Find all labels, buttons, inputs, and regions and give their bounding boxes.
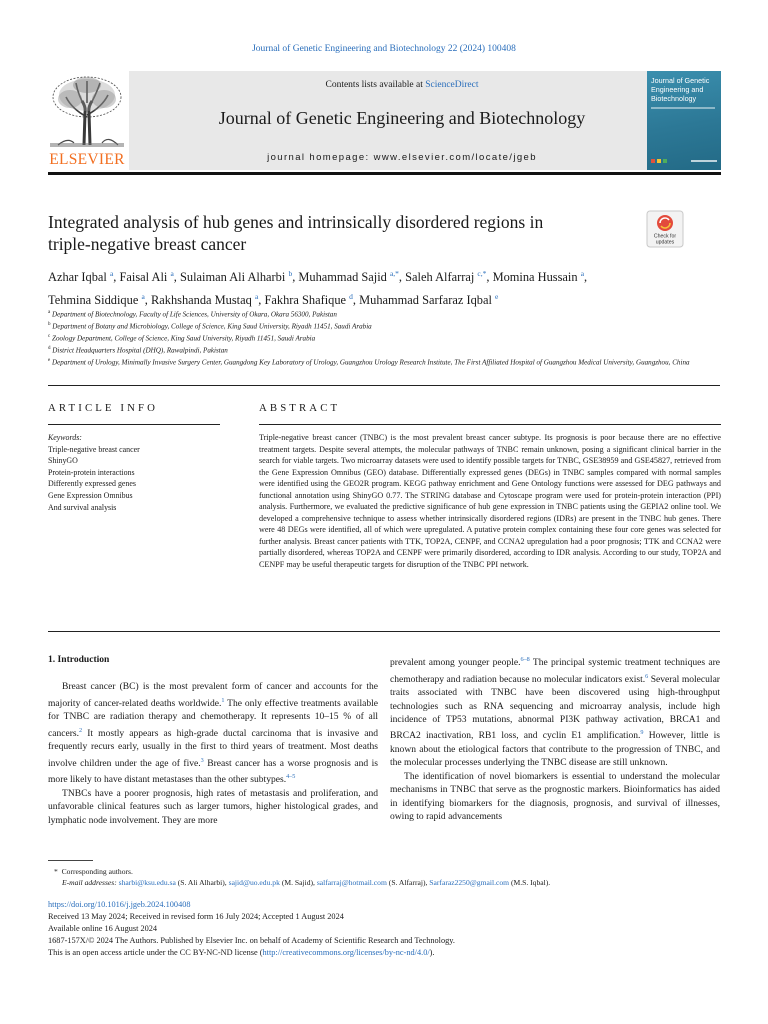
authors-line-1: Azhar Iqbal $^a$, Faisal Ali $^a$, Sulaiman Ali Alharbi $^b$, Muhammad Sajid $^{a,*}$, Saleh Alfarraj $^{c,*}$, Momina Hussain $^a$, [48, 269, 588, 285]
check-for-updates-icon [646, 210, 684, 248]
article-info-heading: ARTICLE INFO [48, 402, 159, 414]
citation-link[interactable]: 6–8 [520, 656, 530, 663]
affiliation-item [48, 320, 720, 332]
copyright-line: 1687-157X/© 2024 The Authors. Published by Elsevier Inc. on behalf of Academy of Scientific Research and Technology. [48, 936, 455, 945]
intro-heading: 1. Introduction [48, 654, 110, 665]
text-run: However, little is known about the etiological factors that contribute to the progression of TNBC, and the molecular processes underlying the TNBC disease are still unknown. [390, 730, 720, 769]
text-run: prevalent among younger people. [390, 657, 521, 669]
keyword-item: Gene Expression Omnibus [48, 490, 133, 500]
license-link[interactable]: http://creativecommons.org/licenses/by-nc-nd/4.0/ [262, 948, 430, 957]
license-prefix: This is an open access article under the CC BY-NC-ND license ( [48, 948, 263, 957]
citation-link[interactable]: 4–5 [286, 773, 296, 781]
author-name: Muhammad Sarfaraz Iqbal [359, 293, 492, 308]
body-left-column [48, 653, 378, 827]
cover-title: Journal of Genetic Engineering and Biotechnology [651, 76, 710, 103]
author-affil-sup[interactable]: a [109, 269, 114, 278]
license-line [48, 947, 720, 959]
journal-homepage[interactable]: journal homepage: www.elsevier.com/locate/jgeb [267, 152, 537, 163]
title-line-1: Integrated analysis of hub genes and intrinsically disordered regions in [48, 212, 544, 232]
affiliation-item [48, 356, 720, 368]
contents-line [129, 80, 675, 90]
author-affil-sup[interactable]: a [254, 292, 259, 302]
elsevier-wordmark: ELSEVIER [49, 151, 125, 168]
running-head[interactable]: Journal of Genetic Engineering and Biotechnology 22 (2024) 100408 [252, 44, 516, 54]
text-run: Breast cancer (BC) is the most prevalent form of cancer and accounts for the majority of cancer-related deaths worldwide. [48, 681, 378, 709]
intro-paragraph-4: The identification of novel biomarkers is essential to understand the molecular mechanisms in TNBC that serve as the prognostic markers. Bioinformatics has aided in identifying biomarkers for the diagnosis, prognosis, and survival of illnesses, owing to rapid advancements [390, 770, 720, 822]
affiliation-text: Department of Urology, Minimally Invasive Surgery Center, Guangdong Key Laboratory of Urology, Guangzhou Urology Research Institute, The First Affiliated Hospital of Guangzhou Medical University, Guangzhou, China [52, 358, 690, 367]
bottom-section-rule [48, 631, 720, 632]
masthead-center [129, 71, 675, 170]
intro-paragraph-3 [390, 653, 720, 770]
affiliation-text: Department of Botany and Microbiology, College of Science, King Saud University, Riyadh 11451, Saudi Arabia [52, 322, 372, 331]
email-line [48, 877, 720, 888]
author-list [48, 264, 720, 310]
intro-paragraph-1 [48, 680, 378, 787]
author-name: Saleh Alfarraj [405, 270, 475, 285]
text-run: It mostly appears as high-grade ductal carcinoma that is invasive and frequently recurs early, usually in the first to third years of treatment. Most deaths involve children under the age of five. [48, 727, 378, 769]
author-affil-sup[interactable]: a [141, 292, 145, 302]
title-line-2: triple-negative breast cancer [48, 234, 247, 254]
keywords-label: Keywords: [48, 433, 82, 442]
affiliation-sup: a [48, 310, 51, 315]
text-run: The principal systemic treatment techniques are chemotherapy and radiation because no molecular indicators exist. [390, 657, 721, 685]
author-affil-sup[interactable]: c,* [477, 269, 487, 278]
sciencedirect-link[interactable]: ScienceDirect [425, 80, 479, 90]
affiliation-sup: c [48, 333, 51, 339]
email-link[interactable]: sajid@uo.edu.pk [228, 878, 280, 887]
abstract-text: Triple-negative breast cancer (TNBC) is the most prevalent breast cancer subtype. Its prognosis is poor because there are no effective treatment targets. Despite several attempts, the molecular pathways of TNBC remain unknown, posing a significant clinical barrier in the search for viable targets. Two microarray datasets were used to identify possible targets for TNBC, GSE38959 and GSE45827, retrieved from the Gene Expression Omnibus (GEO) database. Differentially expressed genes (DEGs) in TNBC samples compared with normal samples were identified using the GEO2R program. KEGG pathway enrichment and Gene Ontology functions were assessed for DEG pathways and functional annotation using ShinyGO 0.77. The STRING database and Cytoscape program were used for protein-protein interaction (PPI) analysis. Furthermore, we evaluated the predictive significance of hub gene expression in TNBC patients using the GEPIA2 online tool. We developed a comprehensive technique to assess whether intrinsically disordered regions (IDRs) are present in the TNBC hub genes. There were 48 DEGs were identified, all of which were upregulated. A putative protein complex containing these four core genes was selected for further analysis. Breast cancer patients with TTK, TOP2A, CENPF, and CCNA2 upregulation had a poor prognosis; TTK and CCNA2 were partially disordered, whereas TOP2A and CENPF were primarily disordered, according to IDR analysis. According to our study, TOP2A and CENPF may be useful therapeutic targets for disruption of the TNBC PPI network. [259, 433, 721, 570]
elsevier-logo[interactable] [48, 73, 126, 169]
corresponding-note: * Corresponding authors. [54, 867, 133, 876]
license-suffix: ). [429, 948, 435, 957]
email-link[interactable]: sharbi@ksu.edu.sa [118, 878, 176, 887]
author-affil-sup[interactable]: a,* [389, 269, 399, 278]
keyword-item: Protein-protein interactions [48, 467, 135, 477]
check-for-updates-badge[interactable] [646, 210, 684, 248]
abstract-heading: ABSTRACT [259, 402, 341, 414]
journal-masthead [48, 71, 721, 170]
affiliation-sup: b [48, 321, 51, 327]
keyword-item: ShinyGO [48, 456, 78, 466]
contents-prefix: Contents lists available at [325, 80, 426, 90]
affiliation-item [48, 344, 720, 356]
body-right-column [390, 653, 720, 823]
email-link[interactable]: Sarfaraz2250@gmail.com [429, 878, 510, 887]
email-owner: (M.S. Iqbal). [510, 878, 551, 887]
text-run: Breast cancer has a worse prognosis and is more likely to have distant metastases than the other subtypes. [48, 757, 378, 786]
email-owner: (M. Sajid), [281, 878, 315, 887]
article-meta [48, 899, 720, 959]
affiliation-item [48, 332, 720, 344]
email-label: E-mail addresses: [62, 878, 117, 887]
check-badge-line2: updates [655, 239, 675, 246]
email-owner: (S. Ali Alharbi), [177, 878, 227, 887]
author-name: Momina Hussain [492, 270, 578, 285]
keywords-block [48, 432, 220, 513]
abstract-rule [259, 424, 721, 425]
author-name: Fakhra Shafique [264, 293, 347, 308]
cover-divider [651, 107, 715, 109]
intro-paragraph-2: TNBCs have a poorer prognosis, high rates of metastasis and proliferation, and unfavorable clinical features such as larger tumors, higher histological grades, and lymphatic node involvement. They are more [48, 787, 378, 826]
email-link[interactable]: salfarraj@hotmail.com [316, 878, 387, 887]
footnotes [48, 866, 720, 888]
text-run: The only effective treatments available for TNBC are radiation therapy and chemotherapy. It represents 10–15 % of all cancers. [48, 697, 379, 739]
masthead-rule [48, 172, 721, 175]
author-name: Rakhshanda Mustaq [150, 293, 252, 308]
author-name: Faisal Ali [119, 270, 168, 285]
author-name: Muhammad Sajid [298, 270, 387, 285]
keyword-item: Differently expressed genes [48, 479, 136, 489]
check-badge-line1: Check for [653, 233, 677, 240]
author-affil-sup[interactable]: d [349, 292, 353, 302]
cover-logos-icon [651, 158, 717, 164]
citation-link[interactable]: 2 [79, 726, 83, 734]
author-name: Azhar Iqbal [48, 270, 107, 285]
doi-link[interactable]: https://doi.org/10.1016/j.jgeb.2024.100408 [48, 900, 191, 909]
text-run: Several molecular traits associated with TNBC have been discovered using high-throughput technologies such as RNA sequencing and microarray analysis, include high incidence of TP53 mutations, abnormal PI3K pathway activation, BRCA1 and BRCA2 inactivation, RB1 loss, and cyclin E1 amplification. [390, 673, 720, 742]
affiliation-sup: d [48, 345, 51, 351]
keyword-item: Triple-negative breast cancer [48, 444, 140, 454]
author-affil-sup[interactable]: b [288, 269, 293, 278]
top-section-rule [48, 385, 720, 386]
available-online: Available online 16 August 2024 [48, 924, 158, 933]
citation-link[interactable]: 6 [645, 672, 649, 680]
author-affil-sup[interactable]: a [580, 269, 585, 278]
affiliation-text: District Headquarters Hospital (DHQ), Rawalpindi, Pakistan [52, 346, 228, 355]
email-owner: (S. Alfarraj), [388, 878, 428, 887]
affiliation-item [48, 308, 720, 320]
footnote-rule [48, 860, 93, 861]
affiliation-sup: e [48, 357, 51, 363]
author-affil-sup[interactable]: e [495, 292, 499, 302]
affiliation-text: Department of Biotechnology, Faculty of Life Sciences, University of Okara, Okara 56300, Pakistan [52, 310, 337, 319]
article-info-rule [48, 424, 220, 425]
affiliation-text: Zoology Department, College of Science, King Saud University, Riyadh 11451, Saudi Arabia [52, 334, 316, 343]
author-name: Sulaiman Ali Alharbi [180, 270, 286, 285]
citation-link[interactable]: 9 [640, 729, 644, 737]
received-dates: Received 13 May 2024; Received in revised form 16 July 2024; Accepted 1 August 2024 [48, 912, 344, 921]
authors-line-2: Tehmina Siddique $^a$, Rakhshanda Mustaq $^a$, Fakhra Shafique $^d$, Muhammad Sarfaraz Iqbal $^e$ [48, 292, 499, 308]
article-title [48, 211, 608, 255]
corresponding-text: Corresponding authors. [61, 867, 133, 876]
author-name: Tehmina Siddique [48, 293, 139, 308]
affiliations [48, 308, 720, 368]
author-affil-sup[interactable]: a [170, 269, 174, 278]
journal-title[interactable]: Journal of Genetic Engineering and Biotechnology [218, 108, 586, 128]
citation-link[interactable]: 3 [200, 756, 204, 764]
citation-link[interactable]: 1 [221, 696, 225, 704]
keyword-item: And survival analysis [48, 502, 117, 512]
journal-cover[interactable] [647, 71, 721, 170]
elsevier-tree-icon [48, 73, 126, 149]
